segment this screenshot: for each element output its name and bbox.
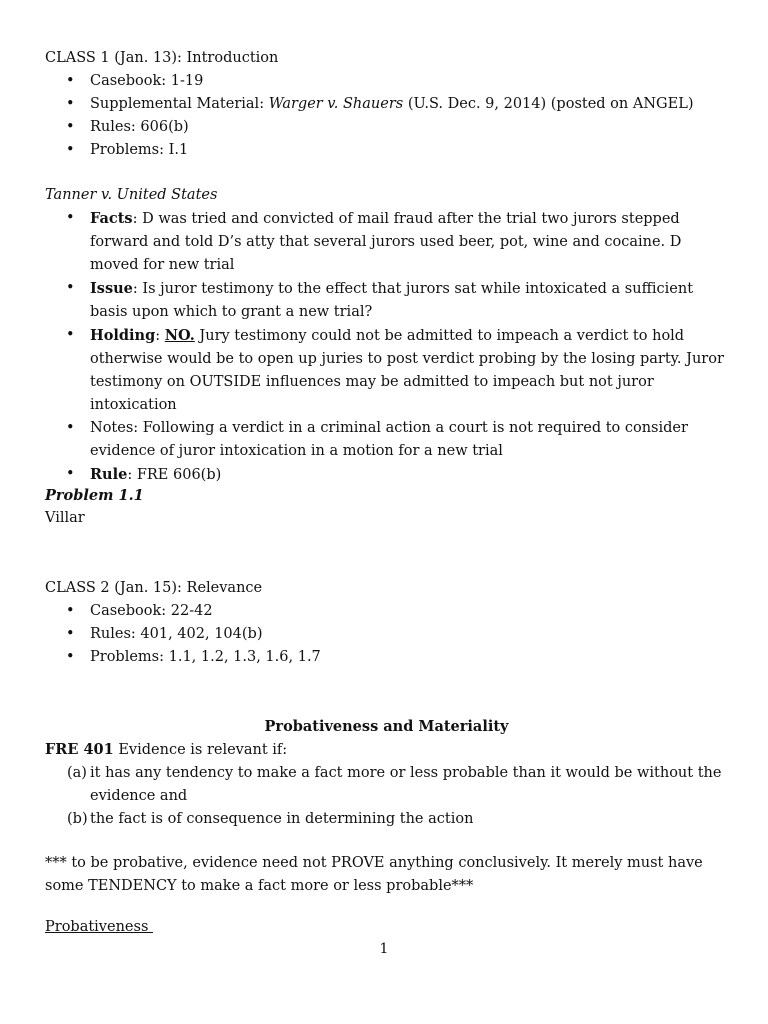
fre-401-list [45,762,728,831]
tanner-section [45,184,728,487]
class1-rules: • Rules: 606(b) [45,116,728,139]
tanner-notes: • Notes: Following a verdict in a criminal action a court is not required to consider evidence of juror intoxication in a motion for a new trial [45,417,728,463]
class1-list [45,70,728,162]
class1-casebook: • Casebook: 1-19 [45,70,728,93]
supp-suffix: (U.S. Dec. 9, 2014) (posted on ANGEL) [403,96,694,112]
probativeness-subheading: Probativeness [45,919,153,935]
class1-section [45,47,728,162]
tanner-title: Tanner v. United States [45,187,218,203]
problem-section [45,484,728,530]
probative-note: *** to be probative, evidence need not PROVE anything conclusively. It merely must have some TENDENCY to make a fact more or less probable*** [45,855,703,894]
issue-text: : Is juror testimony to the effect that jurors sat while intoxicated a sufficient basis upon which to grant a new trial? [90,281,694,320]
class2-casebook: • Casebook: 22-42 [45,600,728,623]
class1-heading: CLASS 1 (Jan. 13): Introduction [45,50,279,66]
fre-401-line [45,738,728,762]
supp-case-name: Warger v. Shauers [268,96,404,112]
item-b-label: (b) [67,811,88,827]
rule-text: : FRE 606(b) [127,467,222,483]
rule-label: Rule [90,466,128,483]
fre-item-a [45,762,728,808]
section-title: Probativeness and Materiality [264,718,509,735]
tanner-list [45,207,728,487]
fre-text: Evidence is relevant if: [113,742,288,758]
tanner-holding [45,324,728,417]
holding-label: Holding [90,327,156,344]
facts-text: : D was tried and convicted of mail fraud after the trial two jurors stepped forward and told D’s atty that several jurors used beer, pot, wine and cocaine. D moved for new trial [90,211,682,273]
class1-supplemental [45,93,728,116]
page-number: 1 [379,941,389,957]
holding-sep: : [155,328,165,344]
problem-title: Problem 1.1 [45,487,144,504]
item-b-text: the fact is of consequence in determining the action [90,811,474,827]
item-a-label: (a) [67,765,87,781]
tanner-issue [45,277,728,324]
item-a-text: it has any tendency to make a fact more or less probable than it would be without the evidence and [90,765,722,804]
supp-prefix: Supplemental Material: [90,96,269,112]
fre-item-b [45,808,728,831]
class2-problems: • Problems: 1.1, 1.2, 1.3, 1.6, 1.7 [45,646,728,669]
probativeness-section [45,715,728,831]
tanner-facts [45,207,728,277]
class2-heading: CLASS 2 (Jan. 15): Relevance [45,580,263,596]
probativeness-subsection [45,916,728,939]
fre-label: FRE 401 [45,741,114,758]
issue-label: Issue [90,280,133,297]
problem-name: Villar [45,510,85,526]
holding-answer: NO. [164,327,195,344]
holding-text: Jury testimony could not be admitted to impeach a verdict to hold otherwise would be to open up juries to post verdict probing by the losing party. Juror testimony on OUTSIDE influences may be admitted to impeach but not juror intoxication [90,328,724,413]
class2-rules: • Rules: 401, 402, 104(b) [45,623,728,646]
facts-label: Facts [90,210,133,227]
class2-list [45,600,728,669]
class2-section [45,577,728,669]
class1-problems: • Problems: I.1 [45,139,728,162]
